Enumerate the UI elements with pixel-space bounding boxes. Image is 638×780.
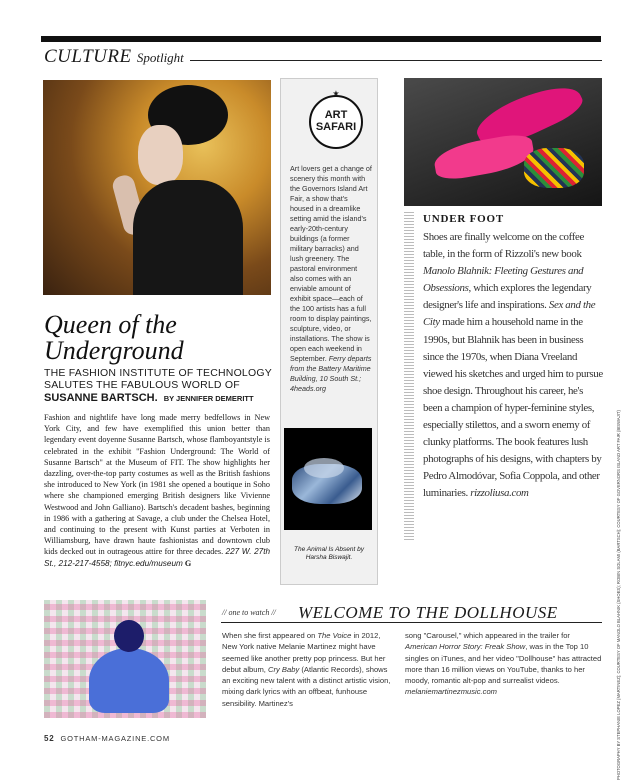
feature-cite: 227 W. 27th St., 212-217-4558; fitnyc.edu/museum	[44, 547, 271, 568]
dollhouse-column-2: song "Carousel," which appeared in the trailer for American Horror Story: Freak Show, was in the Top 10 singles on iTunes, and her video "Dollhouse" has attracted more than 16 million views on YouTube, thanks to her moody, romantic alt-pop and surrealist videos. melaniemartinezmusic.com	[405, 631, 602, 697]
feature-title: Queen of the Underground	[44, 310, 184, 365]
dollhouse-title: WELCOME TO THE DOLLHOUSE	[298, 603, 558, 622]
dollhouse-column-1: When she first appeared on The Voice in 2012, New York native Melanie Martinez might have seemed like another pretty pop princess. But her debut album, Cry Baby (Atlantic Records), shows an exciting new talent with a distinct artistic vision, mixing dark lyrics with an offbeat, funhouse sensibility. Martinez's	[222, 631, 391, 708]
top-rule	[41, 36, 601, 42]
art-safari-text: Art lovers get a change of scenery this month with the Governors Island Art Fair, a show that's housed in a dreamlike setting amid the island's early-20th-century buildings (a former military barracks) and lush greenery. The pastoral environment also comes with an enviable amount of exhibit space—each of the 100 artists has a full room to display paintings, sculpture, video, or installations. The show is open each weekend in September. Ferry departs from the Battery Maritime Building, 10 South St.; 4heads.org	[290, 164, 372, 393]
shoes-photo	[404, 78, 602, 206]
hatch-rule	[404, 210, 414, 540]
art-safari-badge: ★ ART SAFARI	[309, 95, 363, 149]
page-number: 52	[44, 734, 55, 743]
under-foot-heading: UNDER FOOT	[423, 213, 505, 225]
dollhouse-kicker: // one to watch //	[222, 608, 276, 617]
site-name: GOTHAM-MAGAZINE.COM	[60, 734, 170, 743]
under-foot-url: rizzoliusa.com	[470, 487, 529, 500]
photo-credit: PHOTOGRAPHY BY STEPHANIE LOPEZ (MARTINEZ); COURTESY OF MANOLO BLAHNIK (SHOES); ROBIN SOLAMI (BARTSCH); COURTESY OF GOVERNORS ISLAND ART FAIR (BISWAJIT)	[616, 410, 621, 780]
bartsch-photo	[43, 80, 271, 295]
star-icon: ★	[332, 89, 340, 98]
dollhouse-rule	[221, 622, 602, 623]
dollhouse-url: melaniemartinezmusic.com	[405, 687, 497, 697]
feature-deck-name: SUSANNE BARTSCH. BY JENNIFER DEMERITT	[44, 392, 254, 404]
section-rule	[190, 60, 602, 61]
art-safari-details: Ferry departs from the Battery Maritime Building, 10 South St.; 4heads.org	[290, 354, 372, 393]
section-header	[44, 46, 184, 68]
feature-body: Fashion and nightlife have long made merry bedfellows in New York City, and few have exemplified this union better than legendary event doyenne Susanne Bartsch, whose flamboyantstyle is celebrated in the exhibit "Fashion Underground: The World of Susanne Bartsch" at the Museum of FIT. The show highlights her dazzling, over-the-top party costumes as well as the British fashions she introduced to New York (in 1981 she opened a boutique in Soho where she championed emerging British designers like Vivienne Westwood and John Galliano). Bartsch's decadent bashes, beginning in 1986 with a gathering at Savage, a club under the Chelsea Hotel, and continuing to the present with Kunst parties at Verboten in Williamsburg, have drawn haute fashionistas and downtown club kids decked out in outrageous attire for three decades. 227 W. 27th St., 212-217-4558; fitnyc.edu/museum G	[44, 413, 271, 568]
page-footer	[44, 734, 170, 743]
end-mark: G	[184, 558, 192, 568]
under-foot-body: Shoes are finally welcome on the coffee table, in the form of Rizzoli's new book Manolo Blahnik: Fleeting Gestures and Obsessions, which explores the legendary designer's life and inspirations. Sex and the City made him a household name in the 1990s, but Blahnik has been in business since the 1970s, when Diana Vreeland viewed his sketches and urged him to pursue shoe design. Throughout his career, he's been a champion of hyper-feminine styles, especially stilettos, and a sworn enemy of clunky platforms. The book features lush photographs of his designs, with chapters by Pedro Almodóvar, Sofia Coppola, and other luminaries. rizzoliusa.com	[423, 231, 603, 500]
artwork-caption: The Animal Is Absent by Harsha Biswajit.	[294, 546, 364, 561]
section-subtitle: Spotlight	[136, 50, 184, 65]
artwork-image	[284, 428, 372, 530]
feature-deck: THE FASHION INSTITUTE OF TECHNOLOGY SALUTES THE FABULOUS WORLD OF	[44, 367, 272, 391]
byline: BY JENNIFER DEMERITT	[163, 394, 254, 403]
section-title: CULTURE	[44, 46, 132, 67]
martinez-photo	[44, 600, 206, 718]
